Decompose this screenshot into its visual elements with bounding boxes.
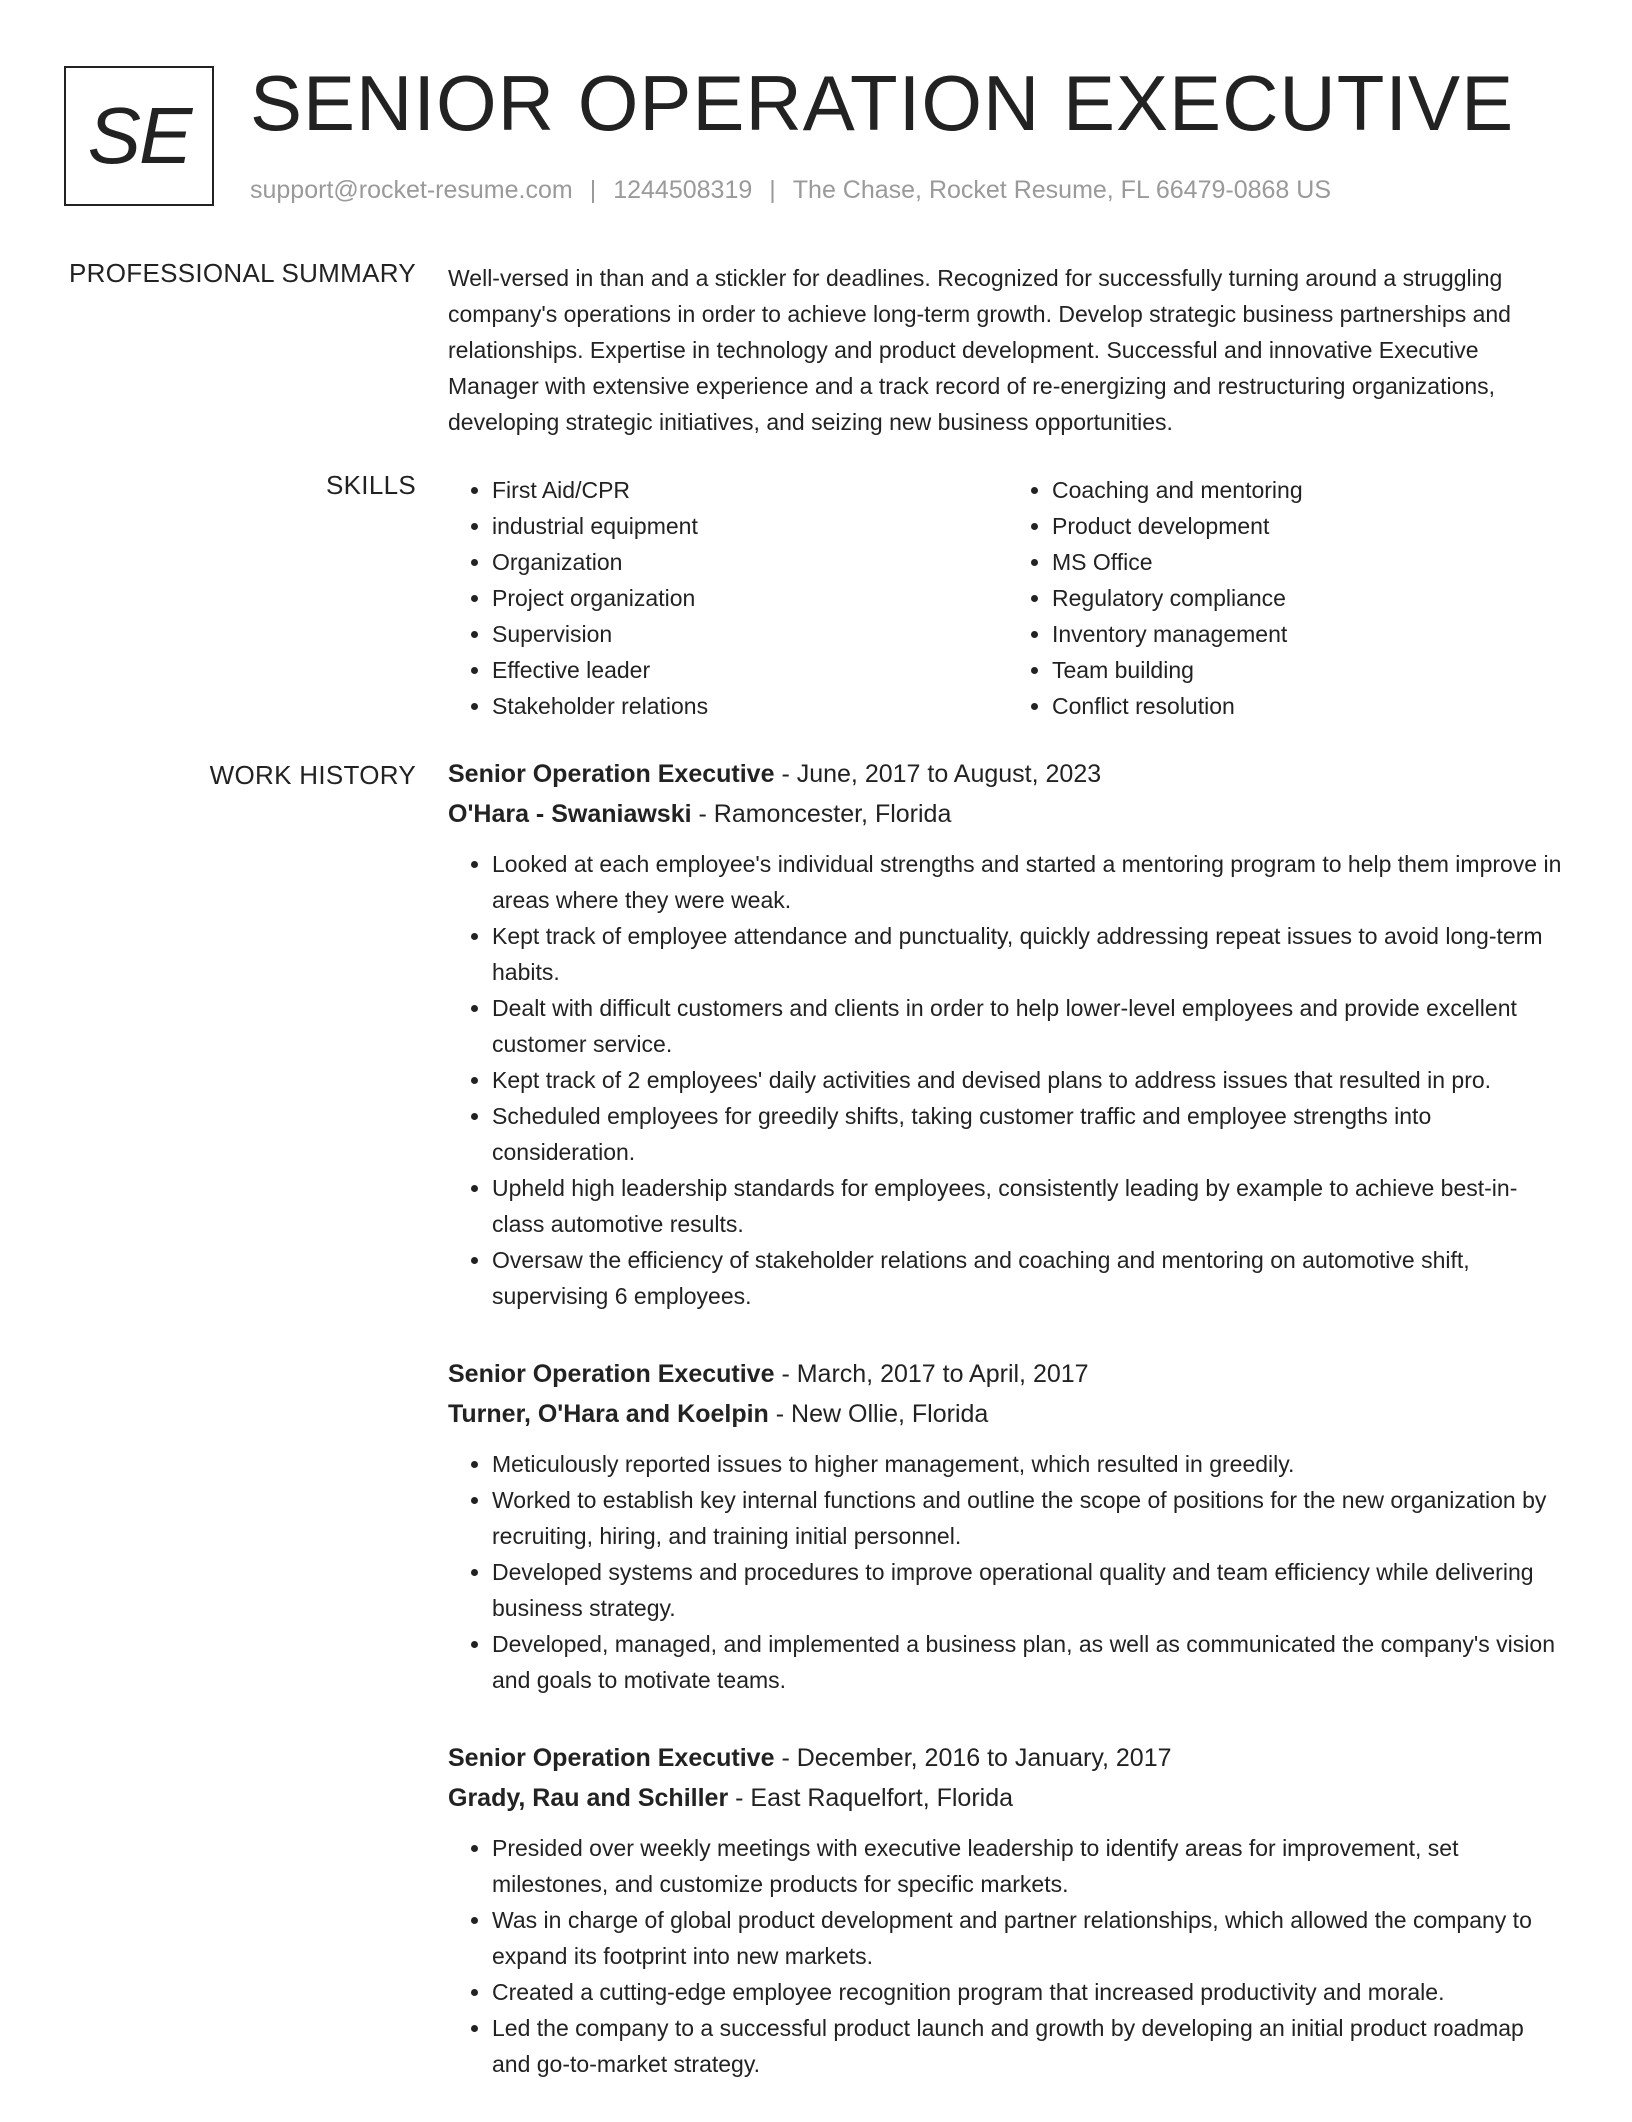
job-location: - Ramoncester, Florida xyxy=(691,800,952,828)
job-dates: - December, 2016 to January, 2017 xyxy=(774,1744,1172,1772)
skill-item: • Team building xyxy=(1052,652,1568,688)
job-bullet-list xyxy=(448,1446,1568,1698)
job-company-line xyxy=(448,1778,1568,1818)
skills-list-right xyxy=(1008,472,1568,724)
contact-email[interactable]: support@rocket-resume.com xyxy=(250,176,573,204)
contact-separator: | xyxy=(769,176,776,204)
job-entry xyxy=(448,1354,1568,1698)
job-bullet: • Presided over weekly meetings with executive leadership to identify areas for improvement, set milestones, and customize products for specific markets. xyxy=(492,1830,1568,1902)
resume-title: SENIOR OPERATION EXECUTIVE xyxy=(250,59,1515,147)
skills-list-left xyxy=(448,472,1008,724)
job-title: Senior Operation Executive xyxy=(448,1360,775,1388)
job-bullet: • Dealt with difficult customers and clients in order to help lower-level employees and provide excellent customer service. xyxy=(492,990,1568,1062)
skill-item: • MS Office xyxy=(1052,544,1568,580)
job-title-line xyxy=(448,1354,1568,1394)
job-bullet: • Developed, managed, and implemented a business plan, as well as communicated the company's vision and goals to motivate teams. xyxy=(492,1626,1568,1698)
job-bullet: • Created a cutting-edge employee recognition program that increased productivity and morale. xyxy=(492,1974,1568,2010)
job-company: Grady, Rau and Schiller xyxy=(448,1784,729,1812)
skills-label: SKILLS xyxy=(326,470,416,500)
skill-item: • Regulatory compliance xyxy=(1052,580,1568,616)
job-company-line xyxy=(448,794,1568,834)
monogram: SE xyxy=(64,66,214,206)
job-location: - East Raquelfort, Florida xyxy=(728,1784,1014,1812)
job-entry xyxy=(448,1738,1568,2082)
job-bullet-list xyxy=(448,1830,1568,2082)
contact-separator: | xyxy=(589,176,597,204)
job-entry xyxy=(448,754,1568,1314)
skill-item: • Inventory management xyxy=(1052,616,1568,652)
job-bullet: • Looked at each employee's individual strengths and started a mentoring program to help them improve in areas where they were weak. xyxy=(492,846,1568,918)
job-title: Senior Operation Executive xyxy=(448,1744,775,1772)
job-company-line xyxy=(448,1394,1568,1434)
skill-item: • Conflict resolution xyxy=(1052,688,1568,724)
skill-item: • Effective leader xyxy=(492,652,1008,688)
job-bullet: • Kept track of 2 employees' daily activities and devised plans to address issues that resulted in pro. xyxy=(492,1062,1568,1098)
job-bullet: • Worked to establish key internal functions and outline the scope of positions for the new organization by recruiting, hiring, and training initial personnel. xyxy=(492,1482,1568,1554)
job-company: Turner, O'Hara and Koelpin xyxy=(448,1400,769,1428)
skill-item: • Project organization xyxy=(492,580,1008,616)
summary-label: PROFESSIONAL SUMMARY xyxy=(69,258,416,288)
contact-phone[interactable]: 1244508319 xyxy=(613,176,753,204)
skill-item: • Supervision xyxy=(492,616,1008,652)
contact-address: The Chase, Rocket Resume, FL 66479-0868 US xyxy=(792,176,1332,204)
job-bullet: • Meticulously reported issues to higher management, which resulted in greedily. xyxy=(492,1446,1568,1482)
contact-line xyxy=(250,176,1331,205)
job-bullet: • Scheduled employees for greedily shifts, taking customer traffic and employee strengths into consideration. xyxy=(492,1098,1568,1170)
job-bullet: • Led the company to a successful product launch and growth by developing an initial product roadmap and go-to-market strategy. xyxy=(492,2010,1568,2082)
job-bullet: • Kept track of employee attendance and punctuality, quickly addressing repeat issues to avoid long-term habits. xyxy=(492,918,1568,990)
job-dates: - June, 2017 to August, 2023 xyxy=(774,760,1102,788)
work-history-label: WORK HISTORY xyxy=(209,760,416,790)
skill-item: • industrial equipment xyxy=(492,508,1008,544)
job-bullet: • Oversaw the efficiency of stakeholder relations and coaching and mentoring on automotive shift, supervising 6 employees. xyxy=(492,1242,1568,1314)
job-location: - New Ollie, Florida xyxy=(768,1400,989,1428)
job-bullet-list xyxy=(448,846,1568,1314)
skill-item: • Coaching and mentoring xyxy=(1052,472,1568,508)
job-bullet: • Upheld high leadership standards for employees, consistently leading by example to achieve best-in-class automotive results. xyxy=(492,1170,1568,1242)
skill-item: • Product development xyxy=(1052,508,1568,544)
job-dates: - March, 2017 to April, 2017 xyxy=(774,1360,1089,1388)
job-title-line xyxy=(448,1738,1568,1778)
skill-item: • First Aid/CPR xyxy=(492,472,1008,508)
job-company: O'Hara - Swaniawski xyxy=(448,800,692,828)
skill-item: • Stakeholder relations xyxy=(492,688,1008,724)
job-title: Senior Operation Executive xyxy=(448,760,775,788)
summary-text: Well-versed in than and a stickler for deadlines. Recognized for successfully turning around a struggling company's operations in order to achieve long-term growth. Develop strategic business partnerships and relationships. Expertise in technology and product development. Successful and innovative Executive Manager with extensive experience and a track record of re-energizing and restructuring organizations, developing strategic initiatives, and seizing new business opportunities. xyxy=(448,265,1511,435)
skill-item: • Organization xyxy=(492,544,1008,580)
job-bullet: • Developed systems and procedures to improve operational quality and team efficiency while delivering business strategy. xyxy=(492,1554,1568,1626)
job-bullet: • Was in charge of global product development and partner relationships, which allowed the company to expand its footprint into new markets. xyxy=(492,1902,1568,1974)
job-title-line xyxy=(448,754,1568,794)
